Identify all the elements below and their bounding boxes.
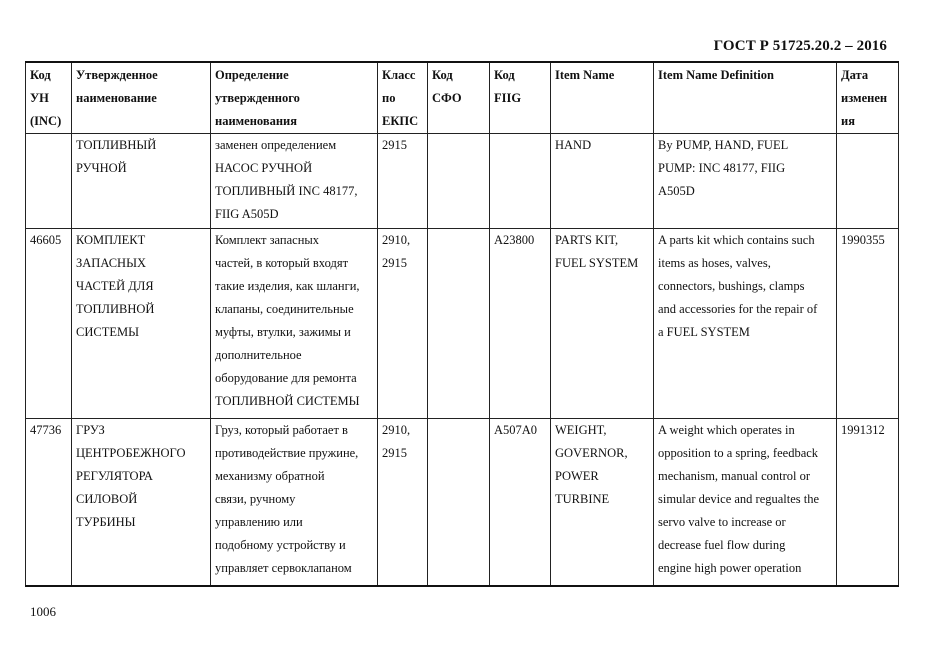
cell-text-line: механизму обратной	[215, 469, 325, 483]
header-col-approved-name	[72, 62, 211, 134]
header-text-line: Определение	[215, 68, 289, 82]
cell-text-line: дополнительное	[215, 348, 302, 362]
cell-text-line: противодействие пружине,	[215, 446, 359, 460]
header-text-line: ия	[841, 114, 855, 128]
cell-text-line: and accessories for the repair of	[658, 302, 818, 316]
cell-col-class	[378, 419, 428, 586]
header-text-line: УН	[30, 91, 49, 105]
table-row	[26, 229, 899, 419]
cell-text-line: By PUMP, HAND, FUEL	[658, 138, 789, 152]
cell-text-line: управлению или	[215, 515, 303, 529]
header-col-change-date	[837, 62, 899, 134]
header-text-line: по	[382, 91, 396, 105]
cell-text-line: РУЧНОЙ	[76, 161, 127, 175]
cell-text-line: A507A0	[494, 423, 538, 437]
cell-text-line: Груз, который работает в	[215, 423, 348, 437]
cell-text-line: 2915	[382, 446, 407, 460]
header-text-line: ЕКПС	[382, 114, 419, 128]
cell-col-sfo	[428, 419, 490, 586]
cell-text-line: КОМПЛЕКТ	[76, 233, 146, 247]
cell-text-line: FIIG A505D	[215, 207, 279, 221]
cell-text-line: клапаны, соединительные	[215, 302, 354, 316]
table-header-row	[26, 62, 899, 134]
cell-col-sfo	[428, 229, 490, 419]
cell-col-change-date	[837, 229, 899, 419]
cell-text-line: ТОПЛИВНЫЙ	[76, 138, 157, 152]
cell-col-fiig	[490, 419, 551, 586]
cell-text-line: items as hoses, valves,	[658, 256, 771, 270]
cell-col-class	[378, 229, 428, 419]
cell-col-approved-name	[72, 134, 211, 229]
cell-text-line: РЕГУЛЯТОРА	[76, 469, 153, 483]
cell-text-line: 1990355	[841, 233, 885, 247]
header-text-line: Код	[494, 68, 515, 82]
cell-col-approved-name	[72, 229, 211, 419]
cell-col-inc	[26, 134, 72, 229]
header-text-line: Item Name Definition	[658, 68, 774, 82]
cell-text-line: частей, в который входят	[215, 256, 349, 270]
cell-text-line: a FUEL SYSTEM	[658, 325, 750, 339]
header-col-inc	[26, 62, 72, 134]
header-text-line: Класс	[382, 68, 416, 82]
cell-text-line: СИСТЕМЫ	[76, 325, 139, 339]
cell-col-inc	[26, 229, 72, 419]
cell-text-line: GOVERNOR,	[555, 446, 628, 460]
cell-col-sfo	[428, 134, 490, 229]
cell-text-line: оборудование для ремонта	[215, 371, 357, 385]
header-text-line: СФО	[432, 91, 462, 105]
cell-text-line: ТУРБИНЫ	[76, 515, 136, 529]
cell-text-line: муфты, втулки, зажимы и	[215, 325, 351, 339]
cell-text-line: заменен определением	[215, 138, 337, 152]
header-text-line: Код	[30, 68, 51, 82]
header-text-line: Item Name	[555, 68, 615, 82]
cell-text-line: такие изделия, как шланги,	[215, 279, 360, 293]
cell-text-line: ЧАСТЕЙ ДЛЯ	[76, 279, 154, 293]
header-col-fiig	[490, 62, 551, 134]
cell-text-line: engine high power operation	[658, 561, 802, 575]
page-number: 1006	[30, 604, 56, 619]
cell-col-definition	[211, 229, 378, 419]
cell-text-line: СИЛОВОЙ	[76, 492, 138, 506]
cell-text-line: A505D	[658, 184, 695, 198]
cell-text-line: управляет сервоклапаном	[215, 561, 352, 575]
cell-text-line: A23800	[494, 233, 535, 247]
cell-text-line: 47736	[30, 423, 62, 437]
cell-text-line: HAND	[555, 138, 592, 152]
header-text-line: изменен	[841, 91, 888, 105]
cell-col-item-name-definition	[654, 419, 837, 586]
cell-col-change-date	[837, 419, 899, 586]
cell-text-line: simular device and regualtes the	[658, 492, 820, 506]
header-col-item-name	[551, 62, 654, 134]
cell-col-inc	[26, 419, 72, 586]
cell-text-line: PUMP: INC 48177, FIIG	[658, 161, 786, 175]
header-text-line: FIIG	[494, 91, 522, 105]
table-row	[26, 419, 899, 586]
cell-col-item-name	[551, 419, 654, 586]
cell-text-line: FUEL SYSTEM	[555, 256, 639, 270]
cell-text-line: connectors, bushings, clamps	[658, 279, 805, 293]
table-row	[26, 134, 899, 229]
cell-text-line: ГРУЗ	[76, 423, 105, 437]
cell-text-line: ТОПЛИВНОЙ	[76, 302, 155, 316]
header-text-line: наименования	[215, 114, 298, 128]
cell-text-line: 2910,	[382, 423, 411, 437]
cell-text-line: decrease fuel flow during	[658, 538, 786, 552]
header-text-line: Дата	[841, 68, 869, 82]
header-col-item-name-definition	[654, 62, 837, 134]
cell-text-line: opposition to a spring, feedback	[658, 446, 819, 460]
cell-text-line: WEIGHT,	[555, 423, 607, 437]
header-col-class	[378, 62, 428, 134]
cell-text-line: servo valve to increase or	[658, 515, 786, 529]
cell-text-line: 46605	[30, 233, 62, 247]
cell-col-definition	[211, 134, 378, 229]
cell-text-line: ТОПЛИВНЫЙ INC 48177,	[215, 184, 358, 198]
cell-text-line: ЗАПАСНЫХ	[76, 256, 147, 270]
cell-text-line: mechanism, manual control or	[658, 469, 811, 483]
cell-text-line: НАСОС РУЧНОЙ	[215, 161, 313, 175]
inc-data-table	[25, 61, 899, 587]
cell-text-line: ЦЕНТРОБЕЖНОГО	[76, 446, 186, 460]
header-text-line: (INC)	[30, 114, 62, 128]
cell-col-class	[378, 134, 428, 229]
cell-text-line: A weight which operates in	[658, 423, 795, 437]
cell-text-line: 1991312	[841, 423, 885, 437]
header-text-line: Код	[432, 68, 453, 82]
header-col-definition	[211, 62, 378, 134]
cell-text-line: связи, ручному	[215, 492, 296, 506]
cell-text-line: A parts kit which contains such	[658, 233, 815, 247]
cell-col-fiig	[490, 229, 551, 419]
header-text-line: утвержденного	[215, 91, 300, 105]
cell-text-line: 2915	[382, 138, 407, 152]
cell-text-line: подобному устройству и	[215, 538, 346, 552]
cell-col-fiig	[490, 134, 551, 229]
cell-col-item-name	[551, 134, 654, 229]
cell-col-change-date	[837, 134, 899, 229]
header-text-line: наименование	[76, 91, 157, 105]
cell-col-item-name-definition	[654, 134, 837, 229]
header-text-line: Утвержденное	[76, 68, 158, 82]
cell-text-line: TURBINE	[555, 492, 610, 506]
cell-text-line: Комплект запасных	[215, 233, 320, 247]
cell-col-approved-name	[72, 419, 211, 586]
cell-text-line: ТОПЛИВНОЙ СИСТЕМЫ	[215, 394, 360, 408]
document-standard-header: ГОСТ Р 51725.20.2 – 2016	[713, 38, 887, 54]
cell-col-item-name-definition	[654, 229, 837, 419]
header-col-sfo	[428, 62, 490, 134]
cell-text-line: 2910,	[382, 233, 411, 247]
cell-text-line: POWER	[555, 469, 599, 483]
cell-text-line: PARTS KIT,	[555, 233, 619, 247]
cell-col-definition	[211, 419, 378, 586]
cell-text-line: 2915	[382, 256, 407, 270]
cell-col-item-name	[551, 229, 654, 419]
